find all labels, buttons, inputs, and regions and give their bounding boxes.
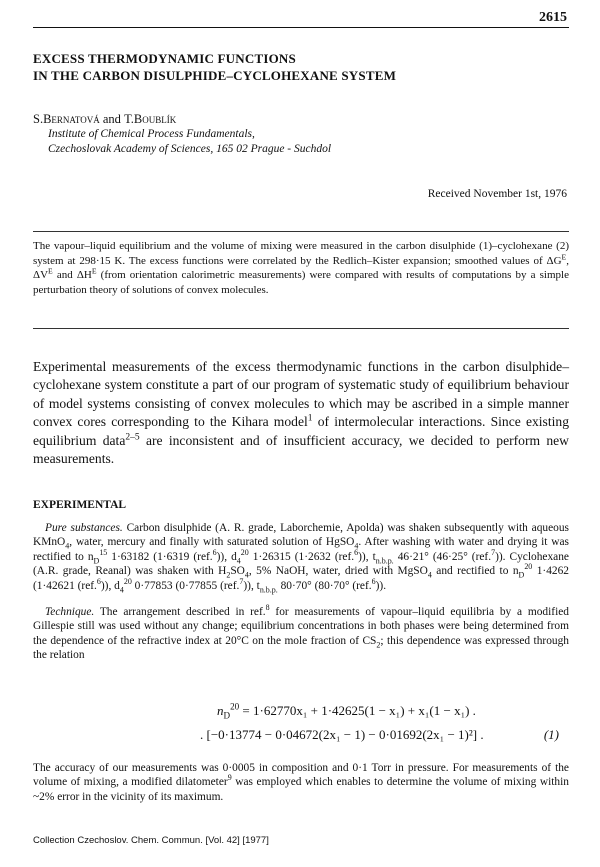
- sub: D: [93, 556, 100, 566]
- sub: 4: [427, 570, 432, 580]
- title-line-1: EXCESS THERMODYNAMIC FUNCTIONS: [33, 51, 296, 66]
- sub: D: [518, 570, 525, 580]
- text: 1·26315 (1·2632 (ref.: [248, 550, 355, 563]
- received-date: Received November 1st, 1976: [427, 188, 567, 200]
- pure-substances-paragraph: [33, 521, 569, 593]
- reference-marker: 6: [371, 576, 376, 586]
- sup: 20: [230, 701, 240, 712]
- equation-number: (1): [543, 727, 559, 742]
- text: , water, mercury and finally with saturated solution of HgSO: [69, 536, 355, 549]
- text: Carbon disulphide (A. R. grade, Laborchemie, Apolda) was shaken subsequently with aqueous KMnO: [33, 522, 569, 549]
- introduction-paragraph: [33, 358, 569, 468]
- sub: 4: [236, 556, 241, 566]
- abstract-top-rule: [33, 231, 569, 232]
- text: The accuracy of our measurements was 0·0005 in composition and 0·1 Torr in pressure. For measurements of the volume of mixing, a modified dilatometer: [33, 762, 569, 789]
- reference-marker: 6: [354, 548, 359, 558]
- sup: 20: [123, 576, 132, 586]
- sup: 20: [524, 562, 533, 572]
- sub: 2: [226, 570, 231, 580]
- sub: 4: [244, 570, 249, 580]
- sub: 4: [65, 541, 70, 551]
- text: )), d: [100, 579, 120, 592]
- abstract-text: (from orientation calorimetric measurements) were compared with results of computations by a simple perturbation theory of solutions of convex molecules.: [33, 269, 569, 296]
- text: and rectified to n: [431, 565, 519, 578]
- sup: 15: [99, 548, 108, 558]
- equation-line-1: [217, 700, 476, 722]
- equation-text: = 1·62770x₁ + 1·42625(1 − x₁) + x₁(1 − x₁) .: [239, 703, 476, 718]
- sub: n.b.p.: [375, 556, 394, 566]
- section-heading-experimental: EXPERIMENTAL: [33, 499, 127, 511]
- paper-title: [33, 50, 573, 84]
- accuracy-paragraph: [33, 761, 569, 804]
- intro-text: Experimental measurements of the excess thermodynamic functions in the carbon disulphide–cyclohexane system constitute a part of our program of systematic study of equilibrium behaviour of model systems consisting of convex molecules to which may be ascribed in a simple manner convex cores corresponding to the Kihara model: [33, 359, 569, 430]
- affiliation-line-2: Czechoslovak Academy of Sciences, 165 02 Prague - Suchdol: [48, 143, 332, 155]
- abstract-bottom-rule: [33, 328, 569, 329]
- reference-marker: 2–5: [125, 432, 140, 443]
- sub: 2: [376, 640, 381, 650]
- technique-paragraph: [33, 605, 569, 663]
- reference-marker: 7: [491, 548, 496, 558]
- reference-marker: 8: [265, 603, 270, 613]
- equation-line-2: . [−0·13774 − 0·04672(2x₁ − 1) − 0·01692(2x₁ − 1)²] .: [200, 727, 484, 742]
- text: . After washing with water and drying it was rectified to n: [33, 536, 569, 563]
- paragraph-lead: Pure substances.: [45, 522, 123, 534]
- intro-text: of intermolecular interactions. Since existing equilibrium data: [33, 414, 569, 448]
- text: )), t: [358, 550, 376, 563]
- reference-marker: 7: [239, 576, 244, 586]
- authors-and: and: [99, 112, 125, 126]
- author-2: T.Boublík: [124, 112, 177, 126]
- text: SO: [230, 565, 245, 578]
- abstract-text: and ΔH: [52, 269, 92, 282]
- text: was employed which enables to determine the volume of mixing within ~2% error in the vicinity of its maximum.: [33, 776, 569, 803]
- text: The arrangement described in ref.: [94, 606, 266, 618]
- affiliation-line-1: Institute of Chemical Process Fundamentals,: [48, 128, 255, 140]
- text: , 5% NaOH, water, dried with MgSO: [248, 565, 428, 578]
- text: )). Cyclohexane (A.R. grade, Reanal) was shaken with H: [33, 550, 569, 578]
- authors: [33, 112, 176, 127]
- equation-lhs: n: [217, 703, 224, 718]
- abstract-text: , ΔV: [33, 254, 569, 282]
- sub: 4: [119, 584, 124, 594]
- affiliation: [48, 127, 548, 157]
- sub: 4: [354, 541, 359, 551]
- intro-text: are inconsistent and of insufficient accuracy, we decided to perform new measurements.: [33, 432, 569, 467]
- paragraph-lead: Technique.: [45, 606, 95, 618]
- reference-marker: 9: [227, 773, 232, 783]
- title-line-2: IN THE CARBON DISULPHIDE–CYCLOHEXANE SYSTEM: [33, 68, 397, 83]
- text: 80·70° (80·70° (ref.: [277, 579, 372, 592]
- text: for measurements of vapour–liquid equilibria by a modified Gillespie still was used without any change; equilibrium concentrations in both phases were being determined from the dependence of the refractive index at 20°C on the mole fraction of CS: [33, 606, 569, 647]
- sup: 20: [240, 548, 249, 558]
- sup: E: [561, 251, 567, 261]
- reference-marker: 1: [307, 413, 313, 424]
- text: 1·4262 (1·42621 (ref.: [33, 565, 569, 592]
- abstract: [33, 239, 569, 297]
- text: 1·63182 (1·6319 (ref.: [107, 550, 213, 563]
- reference-marker: 6: [212, 548, 217, 558]
- sup: E: [91, 266, 97, 276]
- text: ; this dependence was expressed through the relation: [33, 634, 569, 662]
- journal-footer: Collection Czechoslov. Chem. Commun. [Vol. 42] [1977]: [33, 835, 269, 846]
- text: )).: [375, 579, 387, 592]
- header-rule: [33, 27, 569, 28]
- abstract-text: The vapour–liquid equilibrium and the volume of mixing were measured in the carbon disulphide (1)–cyclohexane (2) system at 298·15 K. The excess functions were correlated by the Redlich–Kister expansion; smoothed values of ΔG: [33, 240, 569, 267]
- text: )), d: [216, 550, 237, 563]
- author-1: S.Bernatová: [33, 112, 100, 126]
- text: )), t: [243, 579, 260, 592]
- text: 46·21° (46·25° (ref.: [393, 550, 492, 563]
- sup: E: [48, 266, 53, 276]
- text: 0·77853 (0·77855 (ref.: [131, 579, 240, 592]
- page-number: 2615: [539, 10, 567, 25]
- sub: D: [223, 710, 231, 721]
- reference-marker: 6: [96, 576, 101, 586]
- sub: n.b.p.: [259, 584, 278, 594]
